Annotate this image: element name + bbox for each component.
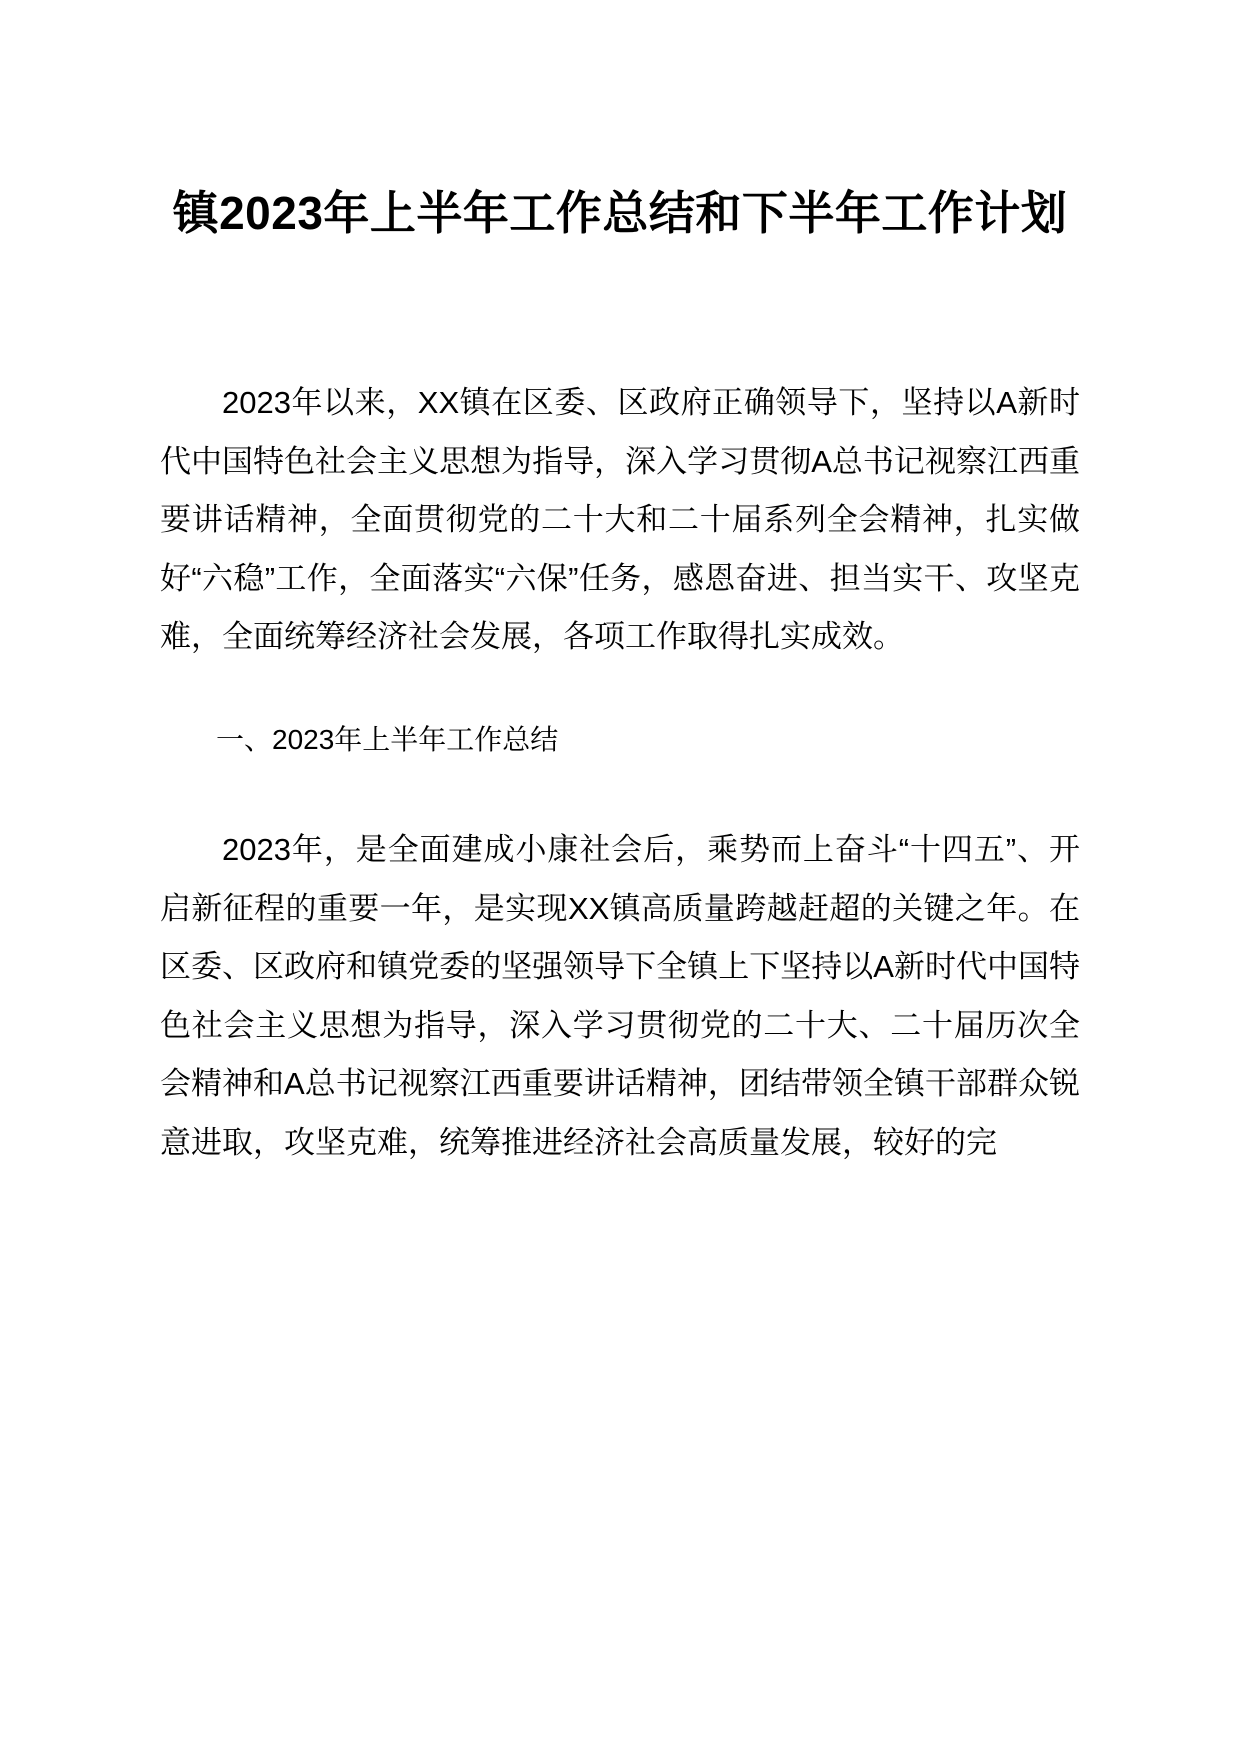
section-1-paragraph: 2023年，是全面建成小康社会后，乘势而上奋斗“十四五”、开启新征程的重要一年，是实现XX镇高质量跨越赶超的关键之年。在区委、区政府和镇党委的坚强领导下全镇上下坚持以A新时代中国特色社会主义思想为指导，深入学习贯彻党的二十大、二十届历次全会精神和A总书记视察江西重要讲话精神，团结带领全镇干部群众锐意进取，攻坚克难，统筹推进经济社会高质量发展，较好的完 (160, 832, 1080, 1160)
section-heading-1: 一、2023年上半年工作总结 (216, 723, 559, 755)
title-body-spacer (160, 278, 1080, 374)
document-title: 镇2023年上半年工作总结和下半年工作计划 (172, 187, 1068, 239)
intro-paragraph: 2023年以来，XX镇在区委、区政府正确领导下，坚持以A新时代中国特色社会主义思想为指导，深入学习贯彻A总书记视察江西重要讲话精神，全面贯彻党的二十大和二十届系列全会精神，扎实做好“六稳”工作，全面落实“六保”任务，感恩奋进、担当实干、攻坚克难，全面统筹经济社会发展，各项工作取得扎实成效。 (160, 385, 1080, 654)
document-content (160, 0, 1080, 1172)
